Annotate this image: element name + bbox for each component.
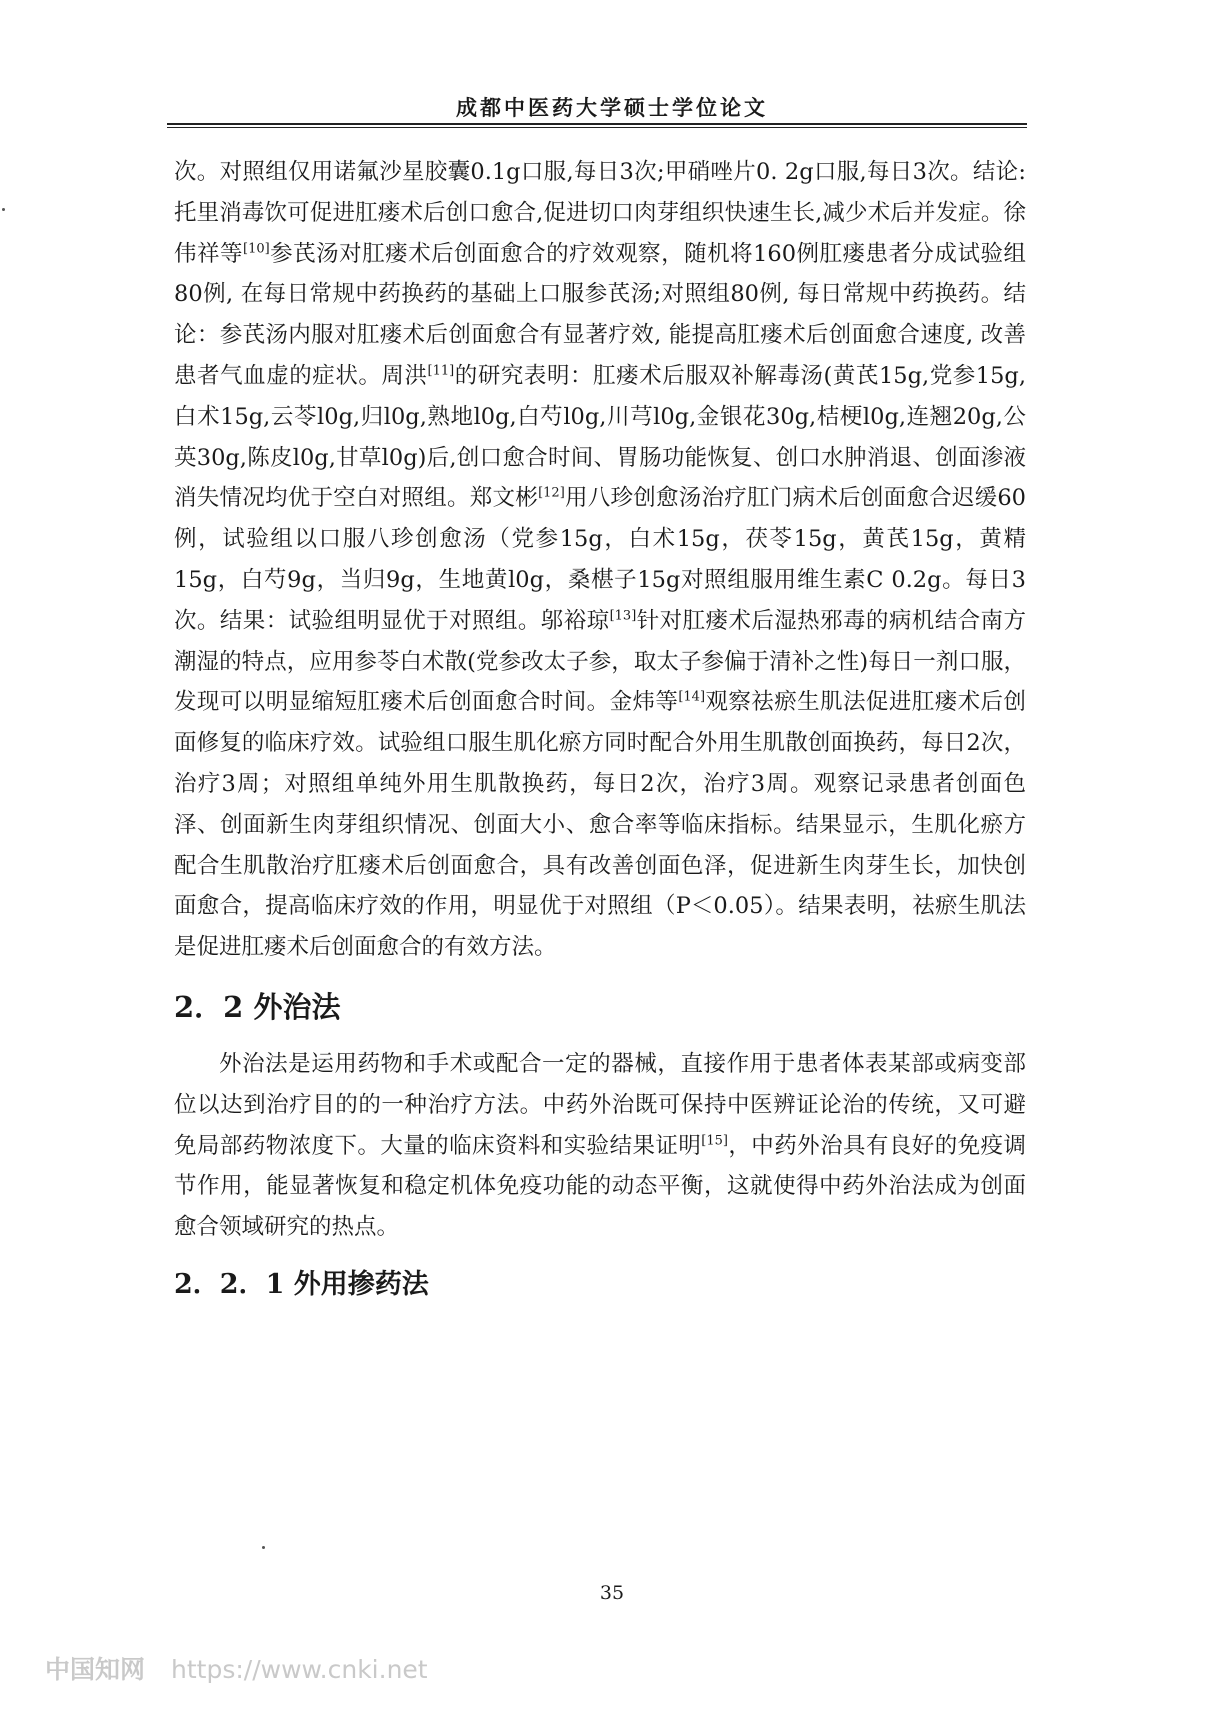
text-run: 的研究表明：肛瘘术后服双补解毒汤(黄芪15g,党参15g,白术15g,云苓l0g,归l0g,熟地l0g,白芍l0g,川芎l0g,金银花30g,桔梗l0g,连翘20g,公英30g,陈皮l0g,甘草l0g)后,创口愈合时间、胃肠功能恢复、创口水肿消退、创面渗液消失情况均优于空白对照组。郑文彬 — [174, 362, 1026, 512]
scan-speck — [2, 208, 5, 211]
citation: [14] — [678, 689, 706, 705]
text-run: ，中药外治具有良好的免疫调节作用，能显著恢复和稳定机体免疫功能的动态平衡，这就使得中药外治法成为创面愈合领域研究的热点。 — [174, 1132, 1026, 1241]
cnki-url: https://www.cnki.net — [171, 1655, 428, 1684]
header-rule — [167, 123, 1027, 125]
text-run: 针对肛瘘术后湿热邪毒的病机结合南方潮湿的特点，应用参苓白术散(党参改太子参，取太子参偏于清补之性)每日一剂口服，发现可以明显缩短肛瘘术后创面愈合时间。金炜等 — [174, 607, 1026, 716]
paragraph-2 — [174, 1044, 1026, 1248]
citation: [11] — [427, 363, 455, 379]
body-text — [174, 152, 1026, 1310]
paragraph-1 — [174, 152, 1026, 968]
cnki-watermark — [45, 1650, 428, 1686]
scan-speck — [262, 1546, 265, 1549]
text-run: 参芪汤对肛瘘术后创面愈合的疗效观察，随机将160例肛瘘患者分成试验组80例, 在每日常规中药换药的基础上口服参芪汤;对照组80例, 每日常规中药换药。结论：参芪汤内服对肛瘘术后创面愈合有显著疗效, 能提高肛瘘术后创面愈合速度, 改善患者气血虚的症状。周洪 — [174, 240, 1026, 389]
cnki-logo: 中国知网 — [45, 1655, 146, 1684]
text-run: 用八珍创愈汤治疗肛门病术后创面愈合迟缓60例，试验组以口服八珍创愈汤（党参15g，白术15g，茯苓15g，黄芪15g，黄精15g，白芍9g，当归9g，生地黄l0g，桑椹子15g对照组服用维生素C 0.2g。每日3次。结果：试验组明显优于对照组。邬裕琼 — [174, 485, 1026, 634]
text-run: 外治法是运用药物和手术或配合一定的器械，直接作用于患者体表某部或病变部位以达到治疗目的的一种治疗方法。中药外治既可保持中医辨证论治的传统，又可避免局部药物浓度下。大量的临床资料和实验结果证明 — [174, 1050, 1026, 1159]
citation: [15] — [701, 1133, 728, 1149]
section-heading-2-2-1: 2．2．1 外用掺药法 — [174, 1268, 429, 1300]
section-heading-2-2: 2．2 外治法 — [174, 989, 341, 1024]
header-rule-thin — [167, 127, 1027, 128]
page-number: 35 — [599, 1582, 625, 1604]
citation: [12] — [538, 485, 565, 501]
citation: [10] — [243, 241, 270, 257]
running-header: 成都中医药大学硕士学位论文 — [456, 95, 768, 120]
text-run: 观察祛瘀生肌法促进肛瘘术后创面修复的临床疗效。试验组口服生肌化瘀方同时配合外用生肌散创面换药，每日2次，治疗3周；对照组单纯外用生肌散换药，每日2次，治疗3周。观察记录患者创面色泽、创面新生肉芽组织情况、创面大小、愈合率等临床指标。结果显示，生肌化瘀方配合生肌散治疗肛瘘术后创面愈合，具有改善创面色泽，促进新生肉芽生长，加快创面愈合，提高临床疗效的作用，明显优于对照组（P＜0.05）。结果表明，祛瘀生肌法是促进肛瘘术后创面愈合的有效方法。 — [174, 689, 1026, 961]
citation: [13] — [609, 608, 637, 624]
text-run: 次。对照组仅用诺氟沙星胶囊0.1g口服,每日3次;甲硝唑片0. 2g口服,每日3次。结论:托里消毒饮可促进肛瘘术后创口愈合,促进切口肉芽组织快速生长,减少术后并发症。徐伟祥等 — [174, 159, 1026, 267]
